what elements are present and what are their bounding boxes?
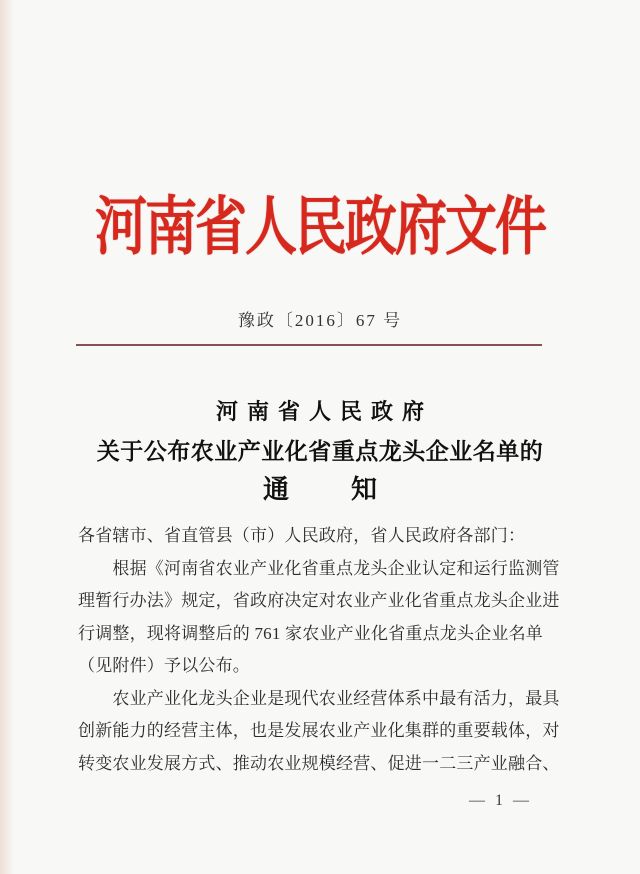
body-line: 创新能力的经营主体，也是发展农业产业化集群的重要载体，对: [78, 721, 560, 740]
red-separator-line: [76, 344, 542, 346]
body-line: 理暂行办法》规定，省政府决定对农业产业化省重点龙头企业进: [78, 591, 560, 610]
document-title-line1: 河南省人民政府: [215, 399, 433, 424]
title-char-tong: 通: [262, 475, 289, 504]
body-line: （见附件）予以公布。: [78, 656, 250, 675]
body-line-salutation: 各省辖市、省直管县（市）人民政府，省人民政府各部门：: [78, 526, 526, 545]
document-title-line2: 关于公布农业产业化省重点龙头企业名单的: [96, 439, 544, 464]
body-line: 农业产业化龙头企业是现代农业经营体系中最有活力，最具: [78, 688, 560, 708]
body-line: 行调整，现将调整后的 761 家农业产业化省重点龙头企业名单: [78, 623, 543, 643]
document-body: [78, 520, 578, 780]
document-header-title: 河南省人民政府文件: [94, 193, 545, 264]
title-char-zhi: 知: [351, 475, 378, 504]
body-line: 根据《河南省农业产业化省重点龙头企业认定和运行监测管: [78, 558, 560, 578]
body-line: 转变农业发展方式、推动农业规模经营、促进一二三产业融合、: [78, 753, 560, 773]
document-title-line3: [0, 469, 640, 506]
page-number: — 1 —: [469, 792, 532, 809]
document-number: 豫政〔2016〕67 号: [237, 311, 403, 330]
